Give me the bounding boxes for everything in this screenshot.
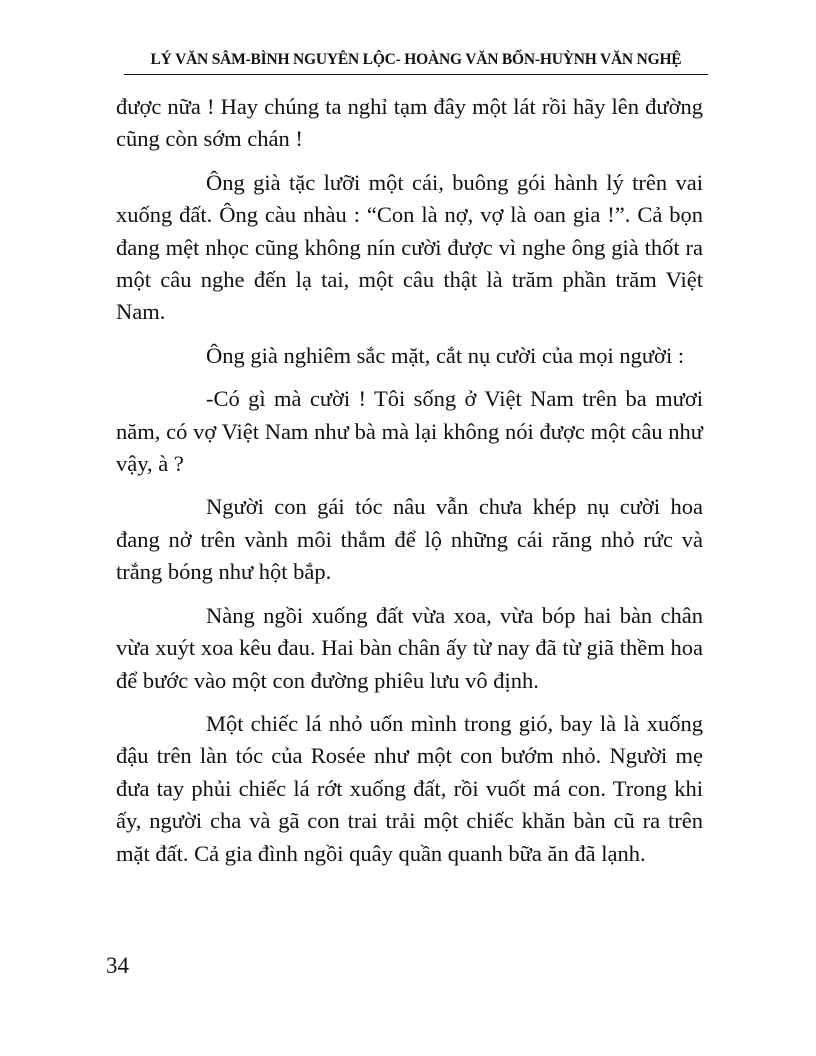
dialogue-paragraph: -Có gì mà cười ! Tôi sống ở Việt Nam trên ba mươi năm, có vợ Việt Nam như bà mà lại không nói được một câu như vậy, à ? <box>116 386 703 477</box>
paragraph: Một chiếc lá nhỏ uốn mình trong gió, bay là là xuống đậu trên làn tóc của Rosée như một con bướm nhỏ. Người mẹ đưa tay phủi chiếc lá rớt xuống đất, rồi vuốt má con. Trong khi ấy, người cha và gã con trai trải một chiếc khăn bàn cũ ra trên mặt đất. Cả gia đình ngồi quây quần quanh bữa ăn đã lạnh. <box>116 710 703 866</box>
running-header-authors: LÝ VĂN SÂM-BÌNH NGUYÊN LỘC- HOÀNG VĂN BỔN-HUỲNH VĂN NGHỆ <box>150 51 682 68</box>
paragraph: Người con gái tóc nâu vẫn chưa khép nụ cười hoa đang nở trên vành môi thắm để lộ những cái răng nhỏ rức và trắng bóng như hột bắp. <box>116 494 703 585</box>
paragraph: Ông già nghiêm sắc mặt, cắt nụ cười của mọi người : <box>206 342 685 368</box>
paragraph: Nàng ngồi xuống đất vừa xoa, vừa bóp hai bàn chân vừa xuýt xoa kêu đau. Hai bàn chân ấy từ nay đã từ giã thềm hoa để bước vào một con đường phiêu lưu vô định. <box>116 602 703 693</box>
page-number: 34 <box>106 953 129 978</box>
header-divider-rule <box>124 74 708 75</box>
paragraph: Ông già tặc lưỡi một cái, buông gói hành lý trên vai xuống đất. Ông càu nhàu : “Con là nợ, vợ là oan gia !”. Cả bọn đang mệt nhọc cũng không nín cười được vì nghe ông già thốt ra một câu nghe đến lạ tai, một câu thật là trăm phần trăm Việt Nam. <box>116 169 703 325</box>
paragraph-continued: được nữa ! Hay chúng ta nghỉ tạm đây một lát rồi hãy lên đường cũng còn sớm chán ! <box>116 94 703 152</box>
body-text <box>116 91 703 881</box>
